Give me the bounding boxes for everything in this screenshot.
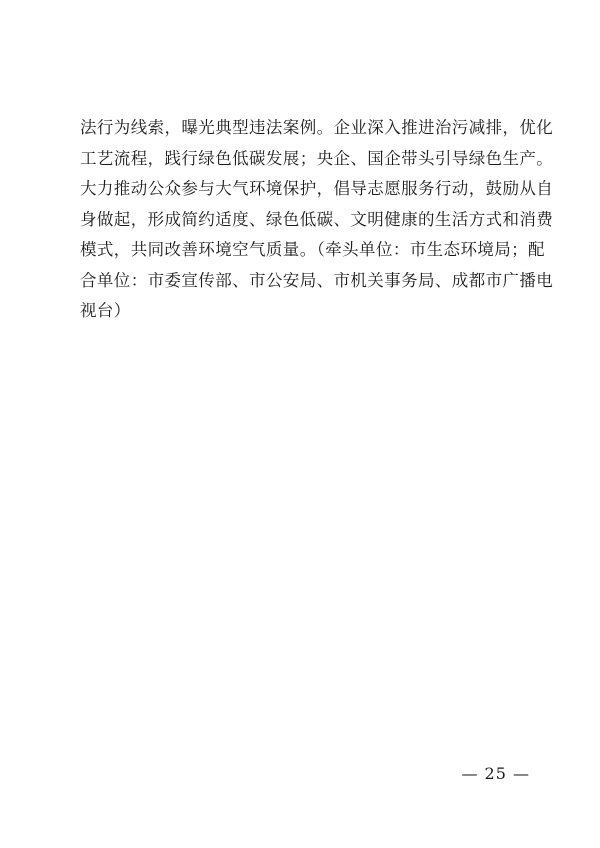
text-line: 工艺流程，践行绿色低碳发展；央企、国企带头引导绿色生产。 [80, 148, 554, 168]
text-line: 法行为线索，曝光典型违法案例。企业深入推进治污减排，优化 [80, 118, 554, 137]
page-number: — 25 — [461, 764, 530, 783]
text-line: 模式，共同改善环境空气质量。（牵头单位：市生态环境局；配 [80, 240, 545, 259]
text-line: 身做起，形成简约适度、绿色低碳、文明健康的生活方式和消费 [80, 209, 554, 229]
text-line: 视台） [80, 301, 131, 320]
body-paragraph [80, 113, 554, 327]
text-line: 大力推动公众参与大气环境保护，倡导志愿服务行动，鼓励从自 [80, 179, 554, 198]
text-line: 合单位：市委宣传部、市公安局、市机关事务局、成都市广播电 [80, 270, 554, 290]
